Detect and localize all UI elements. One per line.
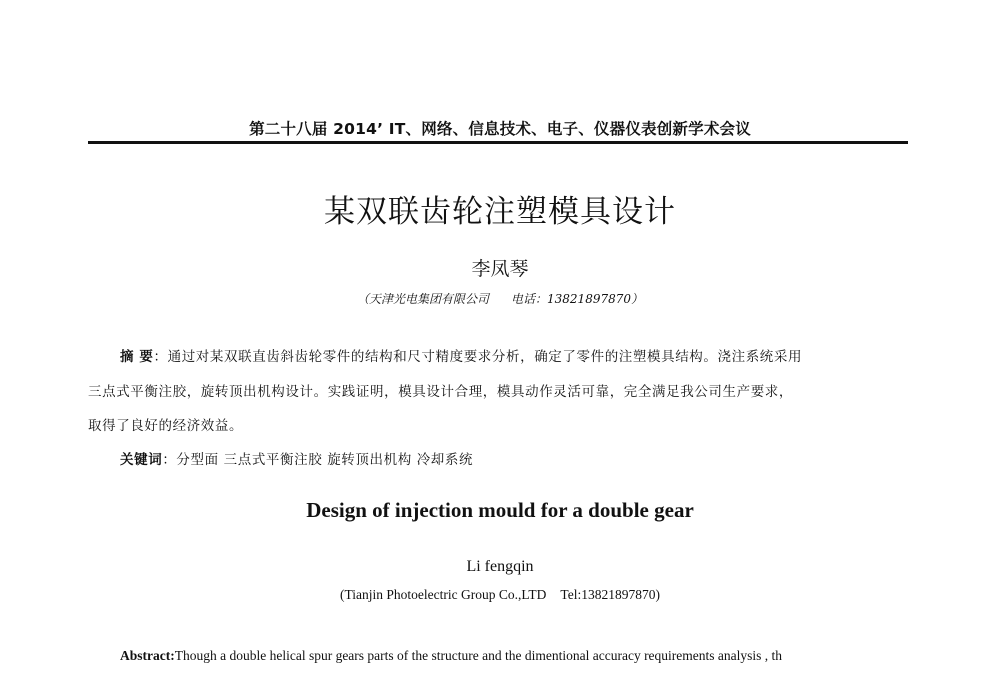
affiliation-org-cn: （天津光电集团有限公司 [357, 292, 490, 306]
paper-title-en: Design of injection mould for a double gear [306, 498, 694, 522]
keywords-cn [120, 448, 473, 468]
abstract-cn-label: 摘 要 [120, 349, 154, 365]
paper-title-cn: 某双联齿轮注塑模具设计 [324, 194, 676, 230]
keywords-cn-text: 分型面 三点式平衡注胶 旋转顶出机构 冷却系统 [176, 452, 474, 468]
affiliation-cn [0, 290, 1000, 307]
abstract-cn-line-3: 取得了良好的经济效益。 [88, 418, 244, 434]
author-name-cn: 李凤琴 [471, 258, 529, 280]
conference-header: 第二十八届 2014’ IT、网络、信息技术、电子、仪器仪表创新学术会议 [249, 120, 751, 138]
keywords-cn-label: 关键词 [120, 452, 163, 468]
affiliation-org-en: (Tianjin Photoelectric Group Co.,LTD [340, 587, 547, 602]
abstract-cn-line-2: 三点式平衡注胶，旋转顶出机构设计。实践证明，模具设计合理，模具动作灵活可靠，完全满足我公司生产要求， [88, 384, 793, 400]
abstract-en-label: Abstract: [120, 648, 175, 663]
header-rule [88, 141, 908, 144]
author-name-en: Li fengqin [466, 558, 534, 575]
abstract-cn-text-1: 通过对某双联直齿斜齿轮零件的结构和尺寸精度要求分析，确定了零件的注塑模具结构。浇注系统采用 [167, 349, 803, 365]
abstract-en [120, 648, 920, 664]
abstract-en-text: Though a double helical spur gears parts of the structure and the dimentional accuracy requirements analysis , th [174, 648, 783, 663]
keywords-cn-separator: ： [162, 452, 177, 468]
abstract-cn-separator: ： [153, 349, 168, 365]
abstract-cn-line-1 [120, 345, 802, 365]
affiliation-phone-cn: 电话：13821897870） [511, 292, 643, 306]
affiliation-en [0, 587, 1000, 603]
affiliation-phone-en: Tel:13821897870) [560, 587, 660, 602]
